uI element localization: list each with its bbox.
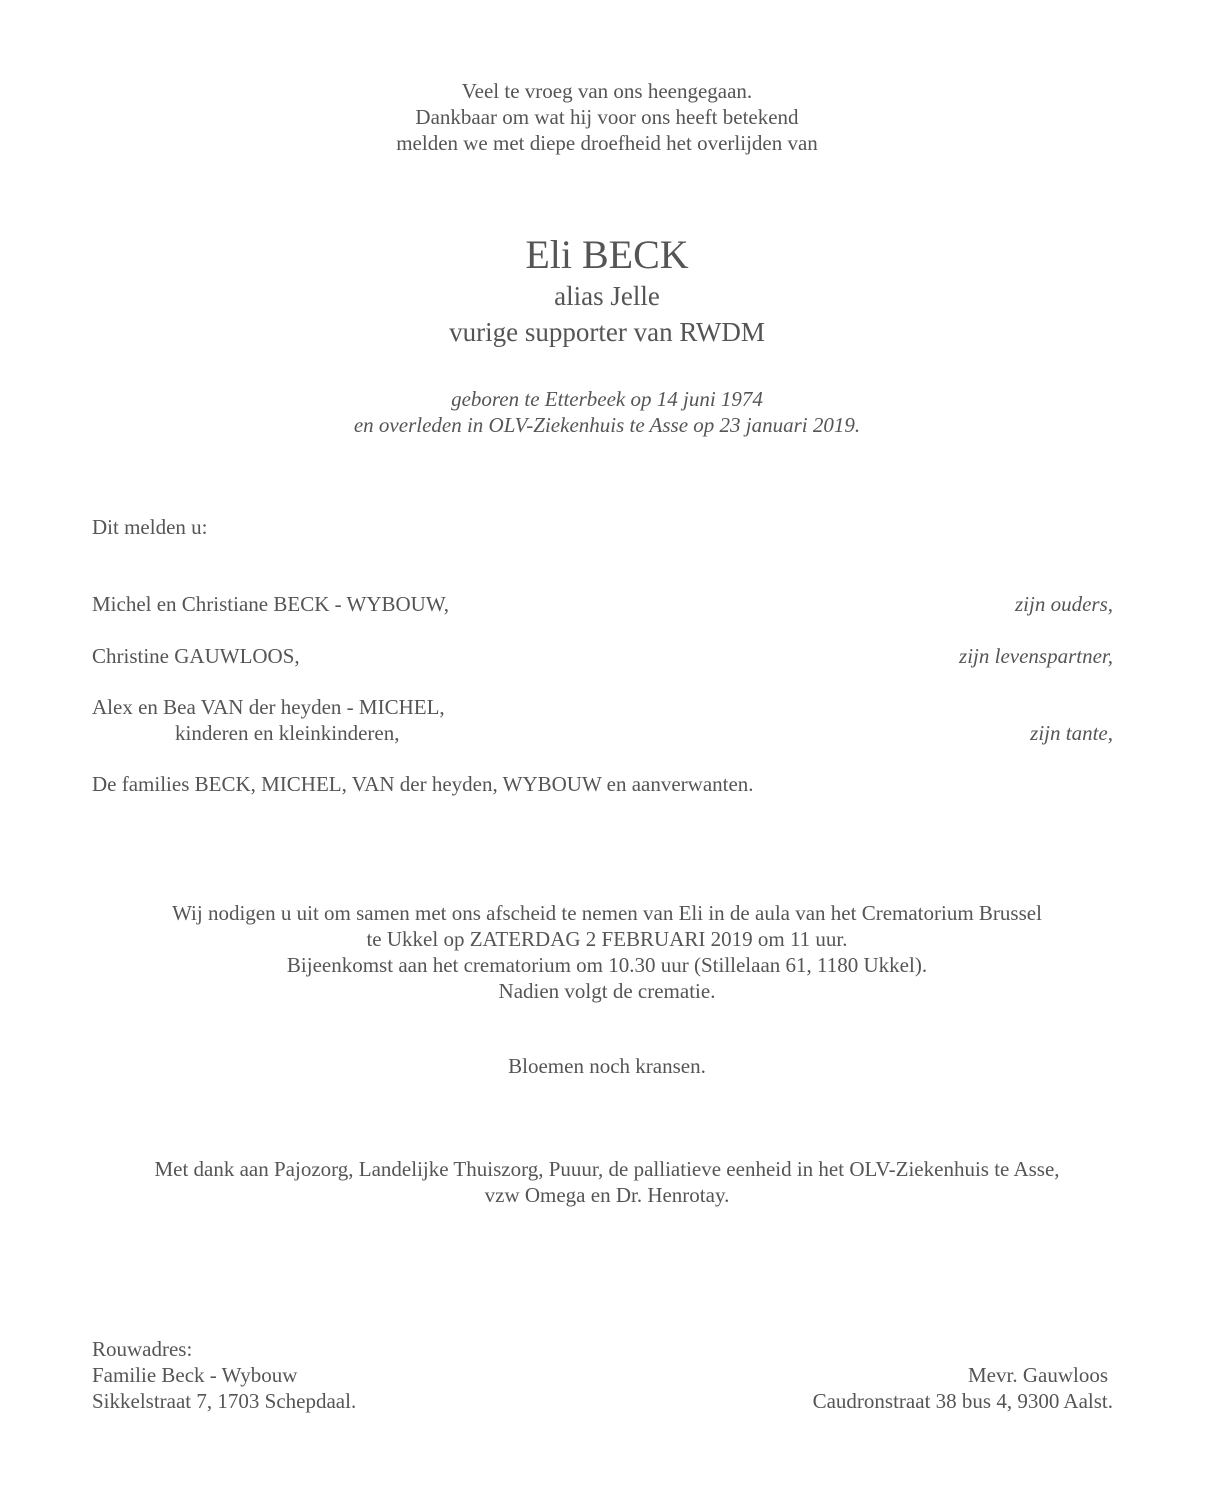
- deceased-alias: alias Jelle: [554, 281, 660, 311]
- ceremony-line-1: Wij nodigen u uit om samen met ons afscheid te nemen van Eli in de aula van het Crematorium Brussel: [172, 901, 1042, 925]
- thanks-line-2: vzw Omega en Dr. Henrotay.: [484, 1183, 730, 1207]
- announcer-relation: zijn ouders,: [1014, 592, 1113, 616]
- address-left-name: Familie Beck - Wybouw: [92, 1363, 298, 1387]
- announcer-relation: zijn levenspartner,: [959, 644, 1113, 668]
- death-line: en overleden in OLV-Ziekenhuis te Asse op 23 januari 2019.: [353, 413, 861, 437]
- ceremony-line-3: Bijeenkomst aan het crematorium om 10.30 uur (Stillelaan 61, 1180 Ukkel).: [286, 953, 928, 977]
- announcer-name: Alex en Bea VAN der heyden - MICHEL,: [92, 695, 445, 719]
- address-right-name: Mevr. Gauwloos: [968, 1363, 1108, 1387]
- address-left-street: Sikkelstraat 7, 1703 Schepdaal.: [92, 1389, 357, 1413]
- deceased-tagline: vurige supporter van RWDM: [449, 317, 765, 347]
- announcer-relation: zijn tante,: [1030, 721, 1113, 745]
- intro-line-1: Veel te vroeg van ons heengegaan.: [461, 79, 753, 103]
- announcer-name: Christine GAUWLOOS,: [92, 644, 300, 668]
- announcers-heading: Dit melden u:: [92, 515, 208, 539]
- announcer-name: Michel en Christiane BECK - WYBOUW,: [92, 592, 449, 616]
- ceremony-line-4: Nadien volgt de crematie.: [498, 979, 716, 1003]
- announcer-name-continuation: kinderen en kleinkinderen,: [175, 721, 400, 745]
- birth-line: geboren te Etterbeek op 14 juni 1974: [451, 387, 763, 411]
- thanks-line-1: Met dank aan Pajozorg, Landelijke Thuiszorg, Puuur, de palliatieve eenheid in het OLV-Ziekenhuis te Asse,: [154, 1157, 1060, 1181]
- ceremony-line-2: te Ukkel op ZATERDAG 2 FEBRUARI 2019 om 11 uur.: [366, 927, 848, 951]
- address-label: Rouwadres:: [92, 1337, 193, 1361]
- flowers-note: Bloemen noch kransen.: [508, 1054, 706, 1078]
- intro-line-2: Dankbaar om wat hij voor ons heeft betekend: [415, 105, 799, 129]
- intro-line-3: melden we met diepe droefheid het overlijden van: [396, 131, 818, 155]
- deceased-name: Eli BECK: [525, 232, 689, 277]
- families-line: De families BECK, MICHEL, VAN der heyden, WYBOUW en aanverwanten.: [92, 772, 754, 796]
- address-right-street: Caudronstraat 38 bus 4, 9300 Aalst.: [812, 1389, 1113, 1413]
